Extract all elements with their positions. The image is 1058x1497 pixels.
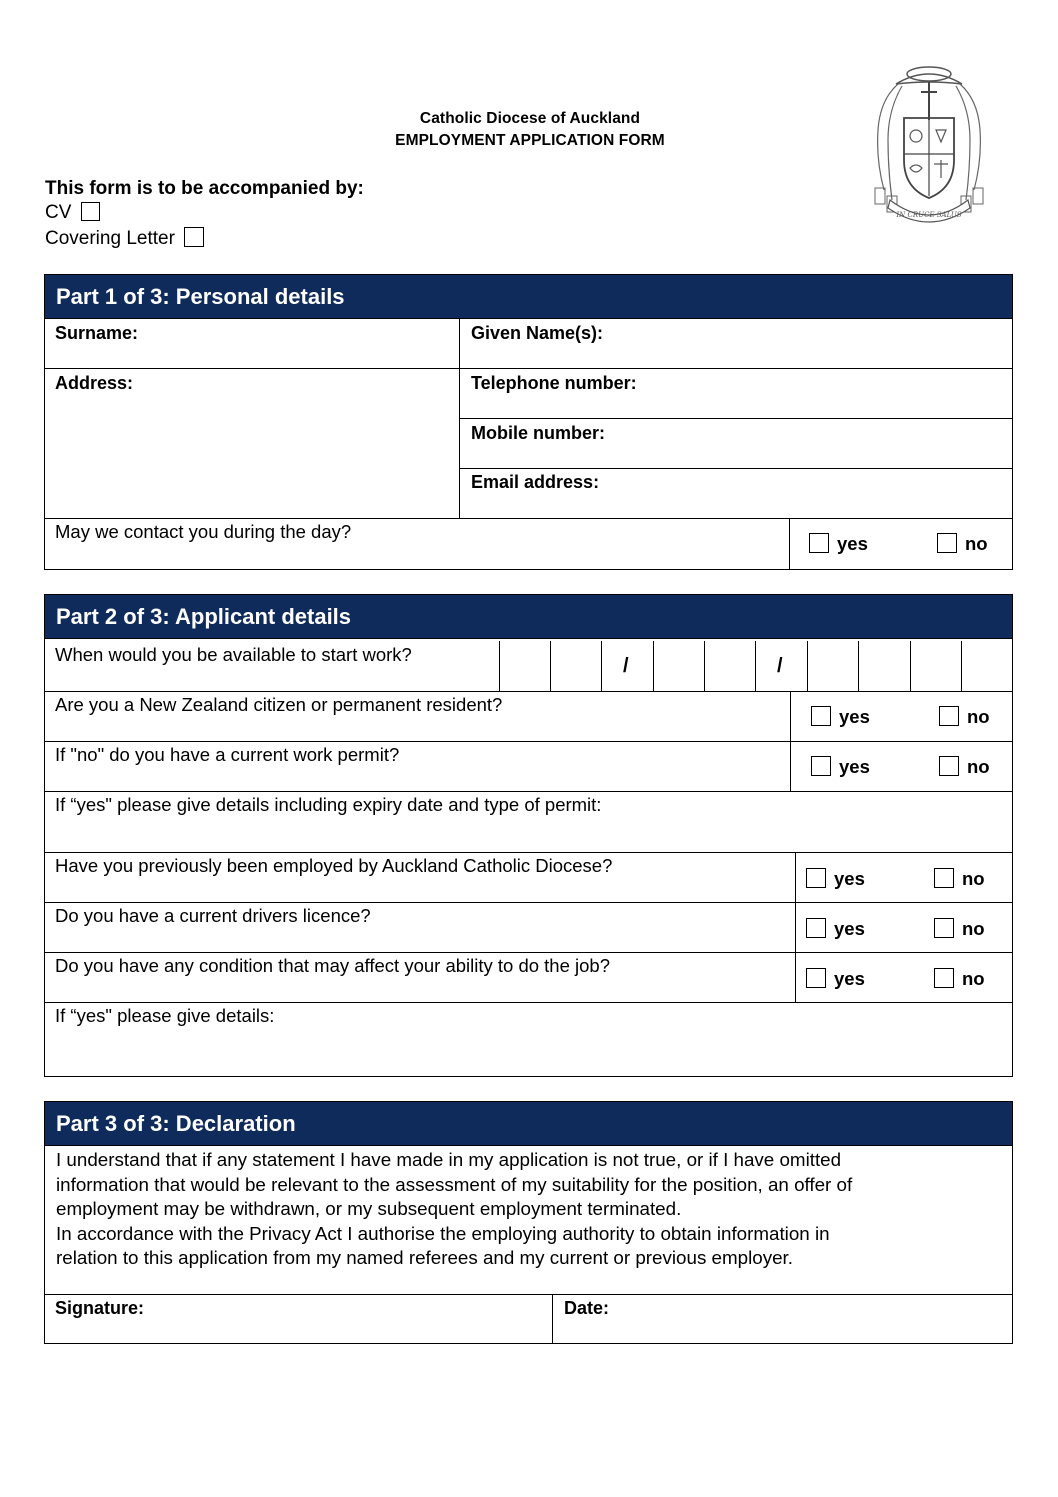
permit-details-label: If “yes" please give details including expiry date and type of permit:: [55, 794, 602, 815]
declaration-line-4: In accordance with the Privacy Act I authorise the employing authority to obtain information in: [56, 1222, 830, 1244]
condition-no-option[interactable]: no: [934, 968, 985, 990]
signature-label: Signature:: [55, 1298, 145, 1318]
part1-section: [44, 274, 1013, 570]
work-permit-yes-checkbox[interactable]: [811, 756, 831, 776]
attachment-cover-letter: [45, 227, 204, 250]
declaration-text: [56, 1148, 996, 1271]
drivers-licence-yes-option[interactable]: yes: [806, 918, 865, 940]
work-permit-question: If "no" do you have a current work permit?: [55, 744, 400, 765]
part2-section: [44, 594, 1013, 1077]
org-name: Catholic Diocese of Auckland: [419, 110, 641, 127]
work-permit-no-checkbox[interactable]: [939, 756, 959, 776]
prev-employed-yes-option[interactable]: yes: [806, 868, 865, 890]
prev-employed-no-option[interactable]: no: [934, 868, 985, 890]
diocese-crest-logo: [866, 60, 992, 228]
form-title: EMPLOYMENT APPLICATION FORM: [395, 132, 665, 149]
contact-yes-checkbox[interactable]: [809, 533, 829, 553]
surname-label: Surname:: [55, 323, 139, 343]
part1-header: Part 1 of 3: Personal details: [45, 275, 1012, 319]
attachment-cover-label: Covering Letter: [45, 228, 175, 249]
condition-no-checkbox[interactable]: [934, 968, 954, 988]
drivers-licence-yes-checkbox[interactable]: [806, 918, 826, 938]
prev-employed-yes-checkbox[interactable]: [806, 868, 826, 888]
address-label: Address:: [55, 373, 134, 393]
declaration-line-1: I understand that if any statement I have made in my application is not true, or if I have omitted: [56, 1149, 842, 1170]
drivers-licence-question: Do you have a current drivers licence?: [55, 905, 371, 926]
attachment-cv-label: CV: [45, 202, 72, 223]
nz-citizen-no-option[interactable]: no: [939, 706, 990, 728]
date-separator-2: /: [777, 655, 783, 677]
start-work-question: When would you be available to start work?: [55, 644, 412, 665]
condition-yes-checkbox[interactable]: [806, 968, 826, 988]
work-permit-yes-option[interactable]: yes: [811, 756, 870, 778]
cv-checkbox[interactable]: [81, 202, 100, 221]
part3-header: Part 3 of 3: Declaration: [45, 1102, 1012, 1146]
part3-section: [44, 1101, 1013, 1344]
nz-citizen-yes-checkbox[interactable]: [811, 706, 831, 726]
contact-question: May we contact you during the day?: [55, 521, 352, 542]
prev-employed-no-checkbox[interactable]: [934, 868, 954, 888]
contact-no-checkbox[interactable]: [937, 533, 957, 553]
svg-text:IN CRUCE SALUS: IN CRUCE SALUS: [896, 211, 962, 219]
date-label: Date:: [564, 1298, 610, 1318]
contact-no-option[interactable]: no: [937, 533, 988, 555]
date-separator-1: /: [623, 655, 629, 677]
nz-citizen-yes-option[interactable]: yes: [811, 706, 870, 728]
declaration-line-2: information that would be relevant to the assessment of my suitability for the position, an offer of: [56, 1173, 853, 1195]
declaration-line-3: employment may be withdrawn, or my subsequent employment terminated.: [56, 1198, 682, 1219]
drivers-licence-no-option[interactable]: no: [934, 918, 985, 940]
given-names-label: Given Name(s):: [471, 323, 604, 343]
part2-header: Part 2 of 3: Applicant details: [45, 595, 1012, 639]
telephone-label: Telephone number:: [471, 373, 637, 393]
condition-details-label: If “yes" please give details:: [55, 1005, 275, 1026]
mobile-label: Mobile number:: [471, 423, 605, 443]
nz-citizen-question: Are you a New Zealand citizen or permanent resident?: [55, 694, 503, 715]
cover-letter-checkbox[interactable]: [184, 227, 204, 247]
condition-question: Do you have any condition that may affect your ability to do the job?: [55, 955, 610, 976]
attachment-cv: [45, 202, 100, 224]
drivers-licence-no-checkbox[interactable]: [934, 918, 954, 938]
work-permit-no-option[interactable]: no: [939, 756, 990, 778]
contact-yes-option[interactable]: yes: [809, 533, 868, 555]
declaration-line-5: relation to this application from my named referees and my current or previous employer.: [56, 1247, 793, 1268]
condition-yes-option[interactable]: yes: [806, 968, 865, 990]
prev-employed-question: Have you previously been employed by Auckland Catholic Diocese?: [55, 855, 613, 876]
email-label: Email address:: [471, 472, 600, 492]
nz-citizen-no-checkbox[interactable]: [939, 706, 959, 726]
attachments-heading: This form is to be accompanied by:: [45, 178, 364, 199]
